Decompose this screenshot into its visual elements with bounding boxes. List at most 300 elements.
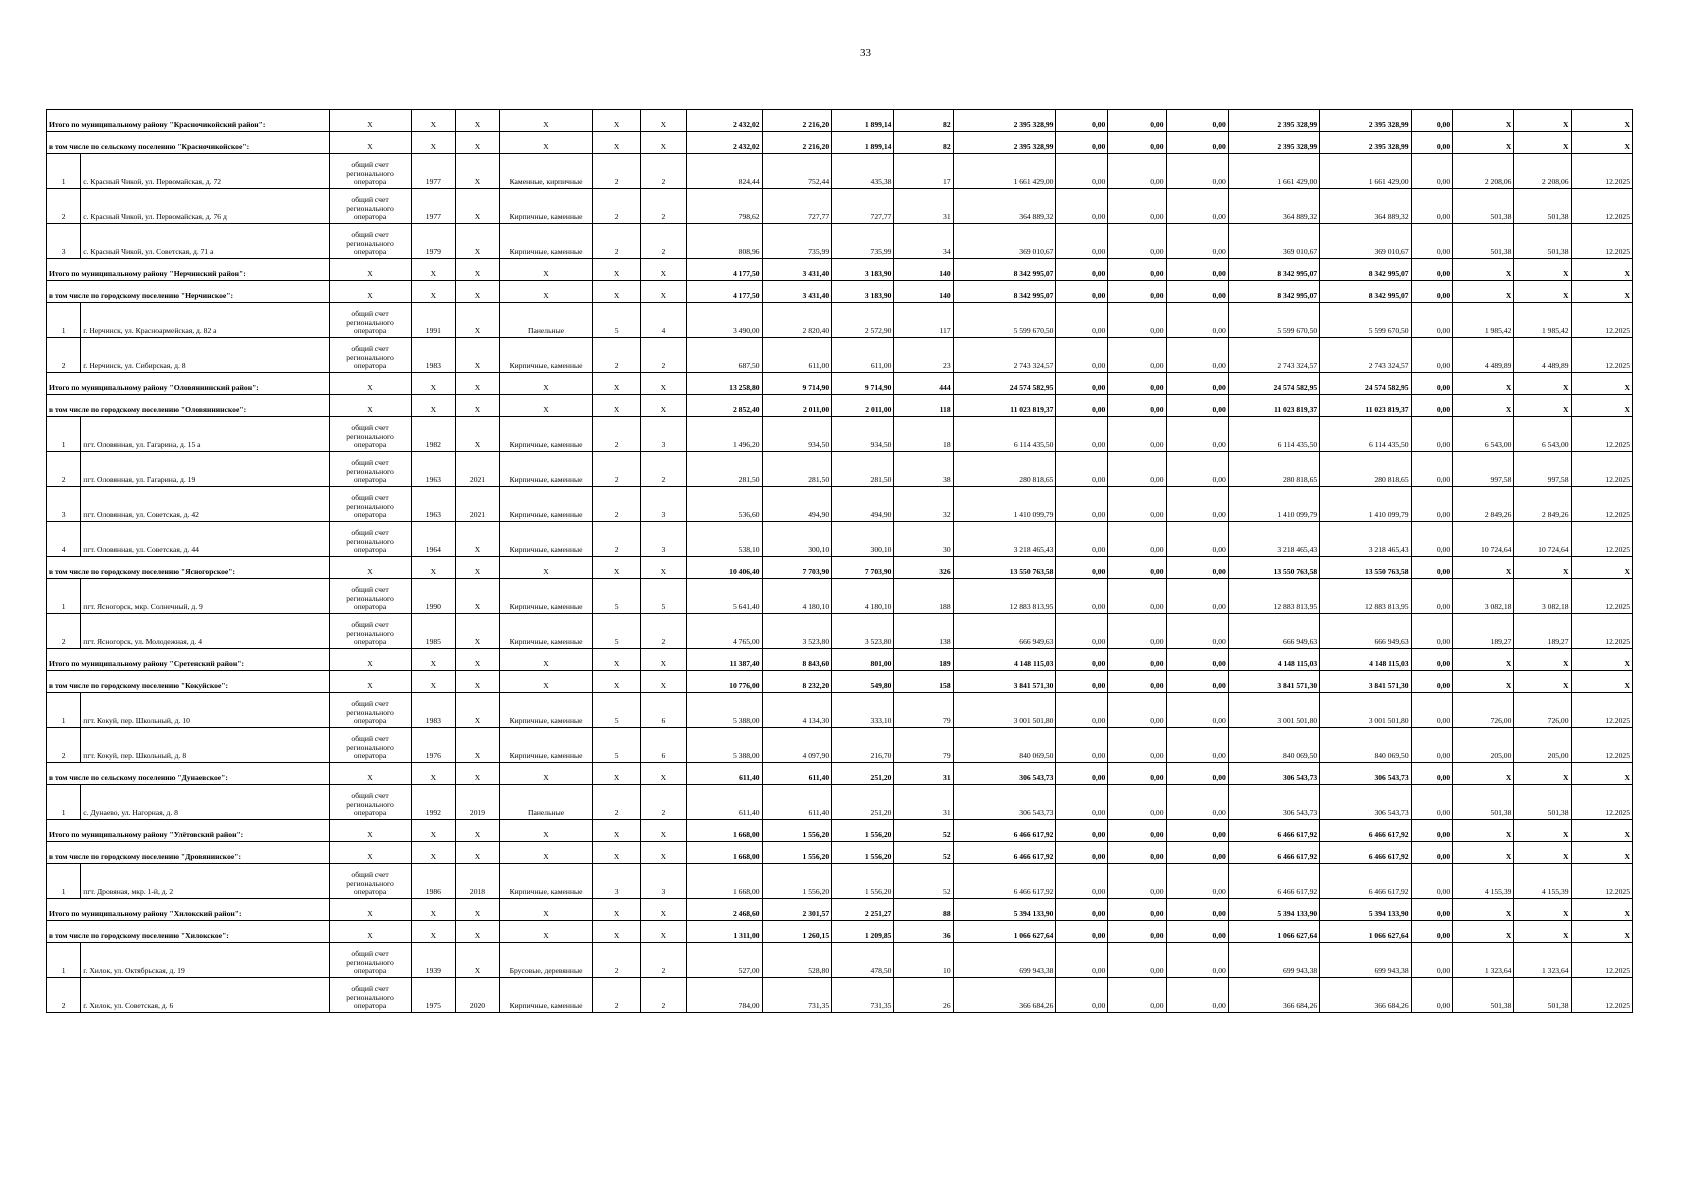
area-apartments: 1 260,15	[762, 921, 832, 943]
fund-owners: 306 543,73	[1228, 785, 1319, 820]
max-unit-cost: X	[1514, 373, 1571, 395]
cost-subtotal: 5 599 670,50	[1320, 303, 1411, 338]
area-apartments: 1 556,20	[762, 842, 832, 864]
floors: X	[593, 132, 641, 154]
unit-cost: X	[1453, 259, 1514, 281]
commissioning-year: X	[411, 557, 456, 579]
unit-cost: 205,00	[1453, 728, 1514, 763]
total-area: 1 311,00	[686, 921, 762, 943]
completion-date: X	[1571, 132, 1632, 154]
floors: X	[593, 899, 641, 921]
account-owner: X	[329, 259, 411, 281]
commissioning-year: 1992	[411, 785, 456, 820]
address: пгт. Оловянная, ул. Советская, д. 42	[81, 487, 329, 522]
page-number: 33	[860, 47, 871, 59]
account-owner: общий счет регионального оператора	[329, 943, 411, 978]
fund-local: 0,00	[1166, 785, 1228, 820]
other-funds: 0,00	[1411, 921, 1453, 943]
max-unit-cost: 501,38	[1514, 785, 1571, 820]
completion-date: 12.2025	[1571, 452, 1632, 487]
total-area: 1 668,00	[686, 842, 762, 864]
wall-material: X	[499, 132, 592, 154]
other-funds: 0,00	[1411, 338, 1453, 373]
area-residential: 1 209,85	[832, 921, 894, 943]
repair-cost-total: 699 943,38	[953, 943, 1056, 978]
fund-regional: 0,00	[1108, 395, 1166, 417]
cost-subtotal: 13 550 763,58	[1320, 557, 1411, 579]
commissioning-year: 1964	[411, 522, 456, 557]
total-area: 11 387,40	[686, 649, 762, 671]
cost-subtotal: 5 394 133,90	[1320, 899, 1411, 921]
other-funds: 0,00	[1411, 395, 1453, 417]
wall-material: Кирпичные, каменные	[499, 864, 592, 899]
commissioning-year: X	[411, 110, 456, 132]
cost-subtotal: 3 218 465,43	[1320, 522, 1411, 557]
total-area: 1 496,20	[686, 417, 762, 452]
fund-federal: 0,00	[1056, 557, 1108, 579]
completion-date: 12.2025	[1571, 417, 1632, 452]
completion-date: 12.2025	[1571, 522, 1632, 557]
account-owner: общий счет регионального оператора	[329, 728, 411, 763]
fund-owners: 8 342 995,07	[1228, 281, 1319, 303]
address: с. Красный Чикой, ул. Первомайская, д. 72	[81, 154, 329, 189]
wall-material: Кирпичные, каменные	[499, 614, 592, 649]
max-unit-cost: X	[1514, 921, 1571, 943]
completion-date: 12.2025	[1571, 224, 1632, 259]
total-area: 10 406,40	[686, 557, 762, 579]
unit-cost: X	[1453, 921, 1514, 943]
commissioning-year: X	[411, 921, 456, 943]
summary-row	[47, 671, 1633, 693]
max-unit-cost: X	[1514, 899, 1571, 921]
entrances: 2	[641, 338, 687, 373]
last-repair-year: X	[456, 132, 500, 154]
fund-federal: 0,00	[1056, 671, 1108, 693]
area-apartments: 300,10	[762, 522, 832, 557]
other-funds: 0,00	[1411, 943, 1453, 978]
total-area: 2 432,02	[686, 132, 762, 154]
max-unit-cost: 1 323,64	[1514, 943, 1571, 978]
floors: 2	[593, 338, 641, 373]
residents: 140	[894, 281, 953, 303]
fund-owners: 12 883 813,95	[1228, 579, 1319, 614]
total-area: 4 177,50	[686, 281, 762, 303]
area-apartments: 3 431,40	[762, 259, 832, 281]
residents: 138	[894, 614, 953, 649]
fund-federal: 0,00	[1056, 224, 1108, 259]
row-number: 2	[47, 978, 81, 1013]
area-apartments: 7 703,90	[762, 557, 832, 579]
repair-cost-total: 2 743 324,57	[953, 338, 1056, 373]
account-owner: общий счет регионального оператора	[329, 785, 411, 820]
completion-date: 12.2025	[1571, 943, 1632, 978]
area-residential: 7 703,90	[832, 557, 894, 579]
floors: 5	[593, 693, 641, 728]
fund-federal: 0,00	[1056, 978, 1108, 1013]
fund-owners: 699 943,38	[1228, 943, 1319, 978]
area-residential: 251,20	[832, 763, 894, 785]
completion-date: X	[1571, 671, 1632, 693]
wall-material: Панельные	[499, 303, 592, 338]
fund-local: 0,00	[1166, 154, 1228, 189]
area-residential: 1 899,14	[832, 132, 894, 154]
fund-owners: 24 574 582,95	[1228, 373, 1319, 395]
row-number: 1	[47, 785, 81, 820]
fund-owners: 6 466 617,92	[1228, 820, 1319, 842]
last-repair-year: X	[456, 649, 500, 671]
fund-regional: 0,00	[1108, 452, 1166, 487]
wall-material: Каменные, кирпичные	[499, 154, 592, 189]
summary-row	[47, 132, 1633, 154]
residents: 52	[894, 820, 953, 842]
row-label: Итого по муниципальному району "Сретенский район":	[47, 649, 330, 671]
fund-regional: 0,00	[1108, 487, 1166, 522]
fund-regional: 0,00	[1108, 978, 1166, 1013]
cost-subtotal: 8 342 995,07	[1320, 259, 1411, 281]
entrances: X	[641, 373, 687, 395]
total-area: 687,50	[686, 338, 762, 373]
floors: 2	[593, 978, 641, 1013]
row-number: 2	[47, 614, 81, 649]
last-repair-year: X	[456, 338, 500, 373]
row-number: 1	[47, 943, 81, 978]
max-unit-cost: X	[1514, 842, 1571, 864]
commissioning-year: 1986	[411, 864, 456, 899]
cost-subtotal: 1 410 099,79	[1320, 487, 1411, 522]
last-repair-year: X	[456, 842, 500, 864]
summary-row	[47, 763, 1633, 785]
cost-subtotal: 6 466 617,92	[1320, 842, 1411, 864]
fund-regional: 0,00	[1108, 763, 1166, 785]
summary-row	[47, 110, 1633, 132]
wall-material: X	[499, 259, 592, 281]
cost-subtotal: 11 023 819,37	[1320, 395, 1411, 417]
entrances: 6	[641, 728, 687, 763]
fund-regional: 0,00	[1108, 373, 1166, 395]
area-apartments: 8 232,20	[762, 671, 832, 693]
last-repair-year: X	[456, 820, 500, 842]
area-residential: 216,70	[832, 728, 894, 763]
max-unit-cost: 997,58	[1514, 452, 1571, 487]
fund-regional: 0,00	[1108, 338, 1166, 373]
repair-cost-total: 6 114 435,50	[953, 417, 1056, 452]
last-repair-year: X	[456, 921, 500, 943]
area-apartments: 9 714,90	[762, 373, 832, 395]
entrances: 3	[641, 522, 687, 557]
fund-regional: 0,00	[1108, 943, 1166, 978]
max-unit-cost: 4 155,39	[1514, 864, 1571, 899]
fund-owners: 1 066 627,64	[1228, 921, 1319, 943]
fund-federal: 0,00	[1056, 338, 1108, 373]
area-residential: 251,20	[832, 785, 894, 820]
area-apartments: 611,00	[762, 338, 832, 373]
floors: 2	[593, 154, 641, 189]
completion-date: X	[1571, 373, 1632, 395]
floors: 5	[593, 614, 641, 649]
total-area: 1 668,00	[686, 864, 762, 899]
account-owner: X	[329, 820, 411, 842]
total-area: 13 258,80	[686, 373, 762, 395]
table-row	[47, 338, 1633, 373]
row-label: Итого по муниципальному району "Оловяннинский район":	[47, 373, 330, 395]
entrances: 2	[641, 452, 687, 487]
unit-cost: 3 082,18	[1453, 579, 1514, 614]
other-funds: 0,00	[1411, 154, 1453, 189]
area-residential: 478,50	[832, 943, 894, 978]
residents: 31	[894, 763, 953, 785]
summary-row	[47, 281, 1633, 303]
repair-cost-total: 3 001 501,80	[953, 693, 1056, 728]
fund-owners: 3 841 571,30	[1228, 671, 1319, 693]
area-apartments: 752,44	[762, 154, 832, 189]
table-row	[47, 864, 1633, 899]
last-repair-year: X	[456, 281, 500, 303]
repair-cost-total: 369 010,67	[953, 224, 1056, 259]
other-funds: 0,00	[1411, 649, 1453, 671]
table-row	[47, 224, 1633, 259]
max-unit-cost: X	[1514, 395, 1571, 417]
area-residential: 4 180,10	[832, 579, 894, 614]
unit-cost: 501,38	[1453, 978, 1514, 1013]
fund-regional: 0,00	[1108, 281, 1166, 303]
fund-local: 0,00	[1166, 373, 1228, 395]
repair-cost-total: 6 466 617,92	[953, 864, 1056, 899]
completion-date: X	[1571, 842, 1632, 864]
residents: 117	[894, 303, 953, 338]
floors: X	[593, 259, 641, 281]
row-number: 2	[47, 452, 81, 487]
cost-subtotal: 840 069,50	[1320, 728, 1411, 763]
unit-cost: 6 543,00	[1453, 417, 1514, 452]
address: пгт. Ясногорск, мкр. Солнечный, д. 9	[81, 579, 329, 614]
floors: X	[593, 110, 641, 132]
row-number: 3	[47, 487, 81, 522]
repair-cost-total: 13 550 763,58	[953, 557, 1056, 579]
floors: 3	[593, 864, 641, 899]
wall-material: Кирпичные, каменные	[499, 189, 592, 224]
residents: 82	[894, 110, 953, 132]
fund-regional: 0,00	[1108, 921, 1166, 943]
other-funds: 0,00	[1411, 864, 1453, 899]
fund-federal: 0,00	[1056, 579, 1108, 614]
completion-date: 12.2025	[1571, 728, 1632, 763]
account-owner: X	[329, 395, 411, 417]
max-unit-cost: X	[1514, 820, 1571, 842]
fund-regional: 0,00	[1108, 189, 1166, 224]
other-funds: 0,00	[1411, 110, 1453, 132]
fund-federal: 0,00	[1056, 522, 1108, 557]
unit-cost: X	[1453, 842, 1514, 864]
commissioning-year: X	[411, 899, 456, 921]
wall-material: X	[499, 921, 592, 943]
unit-cost: 4 155,39	[1453, 864, 1514, 899]
other-funds: 0,00	[1411, 899, 1453, 921]
total-area: 4 177,50	[686, 259, 762, 281]
fund-federal: 0,00	[1056, 487, 1108, 522]
wall-material: Брусовые, деревянные	[499, 943, 592, 978]
fund-federal: 0,00	[1056, 820, 1108, 842]
floors: 2	[593, 522, 641, 557]
fund-owners: 3 001 501,80	[1228, 693, 1319, 728]
max-unit-cost: 10 724,64	[1514, 522, 1571, 557]
fund-regional: 0,00	[1108, 579, 1166, 614]
table-row	[47, 579, 1633, 614]
entrances: X	[641, 671, 687, 693]
total-area: 808,96	[686, 224, 762, 259]
total-area: 824,44	[686, 154, 762, 189]
row-number: 1	[47, 579, 81, 614]
fund-regional: 0,00	[1108, 522, 1166, 557]
cost-subtotal: 369 010,67	[1320, 224, 1411, 259]
unit-cost: X	[1453, 671, 1514, 693]
wall-material: X	[499, 671, 592, 693]
area-residential: 1 556,20	[832, 820, 894, 842]
area-apartments: 528,80	[762, 943, 832, 978]
fund-local: 0,00	[1166, 864, 1228, 899]
entrances: 2	[641, 785, 687, 820]
completion-date: X	[1571, 110, 1632, 132]
last-repair-year: X	[456, 395, 500, 417]
cost-subtotal: 364 889,32	[1320, 189, 1411, 224]
total-area: 784,00	[686, 978, 762, 1013]
commissioning-year: X	[411, 259, 456, 281]
area-apartments: 2 216,20	[762, 110, 832, 132]
repair-cost-total: 5 394 133,90	[953, 899, 1056, 921]
residents: 38	[894, 452, 953, 487]
fund-local: 0,00	[1166, 921, 1228, 943]
fund-regional: 0,00	[1108, 614, 1166, 649]
fund-federal: 0,00	[1056, 259, 1108, 281]
row-number: 1	[47, 303, 81, 338]
fund-owners: 5 599 670,50	[1228, 303, 1319, 338]
fund-local: 0,00	[1166, 259, 1228, 281]
last-repair-year: 2021	[456, 452, 500, 487]
address: пгт. Оловянная, ул. Советская, д. 44	[81, 522, 329, 557]
residents: 189	[894, 649, 953, 671]
total-area: 527,00	[686, 943, 762, 978]
address: пгт. Ясногорск, ул. Молодежная, д. 4	[81, 614, 329, 649]
account-owner: общий счет регионального оператора	[329, 189, 411, 224]
cost-subtotal: 699 943,38	[1320, 943, 1411, 978]
fund-federal: 0,00	[1056, 154, 1108, 189]
fund-local: 0,00	[1166, 842, 1228, 864]
last-repair-year: X	[456, 417, 500, 452]
commissioning-year: 1976	[411, 728, 456, 763]
area-residential: 2 572,90	[832, 303, 894, 338]
area-apartments: 2 301,57	[762, 899, 832, 921]
area-residential: 3 183,90	[832, 281, 894, 303]
max-unit-cost: X	[1514, 132, 1571, 154]
area-apartments: 494,90	[762, 487, 832, 522]
completion-date: 12.2025	[1571, 864, 1632, 899]
total-area: 5 388,00	[686, 728, 762, 763]
commissioning-year: X	[411, 763, 456, 785]
other-funds: 0,00	[1411, 728, 1453, 763]
completion-date: 12.2025	[1571, 338, 1632, 373]
unit-cost: 10 724,64	[1453, 522, 1514, 557]
summary-row	[47, 842, 1633, 864]
total-area: 5 388,00	[686, 693, 762, 728]
repair-cost-total: 306 543,73	[953, 763, 1056, 785]
commissioning-year: 1963	[411, 487, 456, 522]
entrances: X	[641, 395, 687, 417]
completion-date: X	[1571, 763, 1632, 785]
floors: 2	[593, 417, 641, 452]
commissioning-year: X	[411, 820, 456, 842]
cost-subtotal: 2 395 328,99	[1320, 110, 1411, 132]
residents: 188	[894, 579, 953, 614]
fund-owners: 840 069,50	[1228, 728, 1319, 763]
repair-cost-total: 3 218 465,43	[953, 522, 1056, 557]
unit-cost: 2 849,26	[1453, 487, 1514, 522]
fund-local: 0,00	[1166, 132, 1228, 154]
entrances: 2	[641, 224, 687, 259]
entrances: X	[641, 842, 687, 864]
last-repair-year: X	[456, 671, 500, 693]
max-unit-cost: X	[1514, 557, 1571, 579]
account-owner: X	[329, 557, 411, 579]
cost-subtotal: 2 395 328,99	[1320, 132, 1411, 154]
address: г. Хилок, ул. Советская, д. 6	[81, 978, 329, 1013]
unit-cost: 501,38	[1453, 224, 1514, 259]
unit-cost: X	[1453, 557, 1514, 579]
fund-federal: 0,00	[1056, 110, 1108, 132]
completion-date: X	[1571, 649, 1632, 671]
fund-owners: 1 410 099,79	[1228, 487, 1319, 522]
wall-material: Кирпичные, каменные	[499, 579, 592, 614]
account-owner: X	[329, 671, 411, 693]
summary-row	[47, 899, 1633, 921]
max-unit-cost: 4 489,89	[1514, 338, 1571, 373]
entrances: 2	[641, 978, 687, 1013]
residents: 30	[894, 522, 953, 557]
entrances: X	[641, 649, 687, 671]
table-row	[47, 614, 1633, 649]
commissioning-year: 1963	[411, 452, 456, 487]
repair-cost-total: 364 889,32	[953, 189, 1056, 224]
account-owner: общий счет регионального оператора	[329, 614, 411, 649]
fund-local: 0,00	[1166, 763, 1228, 785]
unit-cost: X	[1453, 373, 1514, 395]
other-funds: 0,00	[1411, 189, 1453, 224]
max-unit-cost: X	[1514, 281, 1571, 303]
fund-local: 0,00	[1166, 487, 1228, 522]
floors: 2	[593, 943, 641, 978]
area-residential: 494,90	[832, 487, 894, 522]
cost-subtotal: 6 466 617,92	[1320, 864, 1411, 899]
commissioning-year: 1939	[411, 943, 456, 978]
wall-material: Кирпичные, каменные	[499, 978, 592, 1013]
area-residential: 3 183,90	[832, 259, 894, 281]
max-unit-cost: X	[1514, 763, 1571, 785]
account-owner: X	[329, 921, 411, 943]
fund-owners: 364 889,32	[1228, 189, 1319, 224]
area-residential: 2 011,00	[832, 395, 894, 417]
fund-regional: 0,00	[1108, 820, 1166, 842]
account-owner: общий счет регионального оператора	[329, 978, 411, 1013]
commissioning-year: 1985	[411, 614, 456, 649]
entrances: X	[641, 259, 687, 281]
cost-subtotal: 280 818,65	[1320, 452, 1411, 487]
last-repair-year: X	[456, 303, 500, 338]
residents: 31	[894, 785, 953, 820]
area-apartments: 3 523,80	[762, 614, 832, 649]
fund-federal: 0,00	[1056, 395, 1108, 417]
fund-owners: 5 394 133,90	[1228, 899, 1319, 921]
wall-material: X	[499, 395, 592, 417]
commissioning-year: 1990	[411, 579, 456, 614]
area-apartments: 2 820,40	[762, 303, 832, 338]
